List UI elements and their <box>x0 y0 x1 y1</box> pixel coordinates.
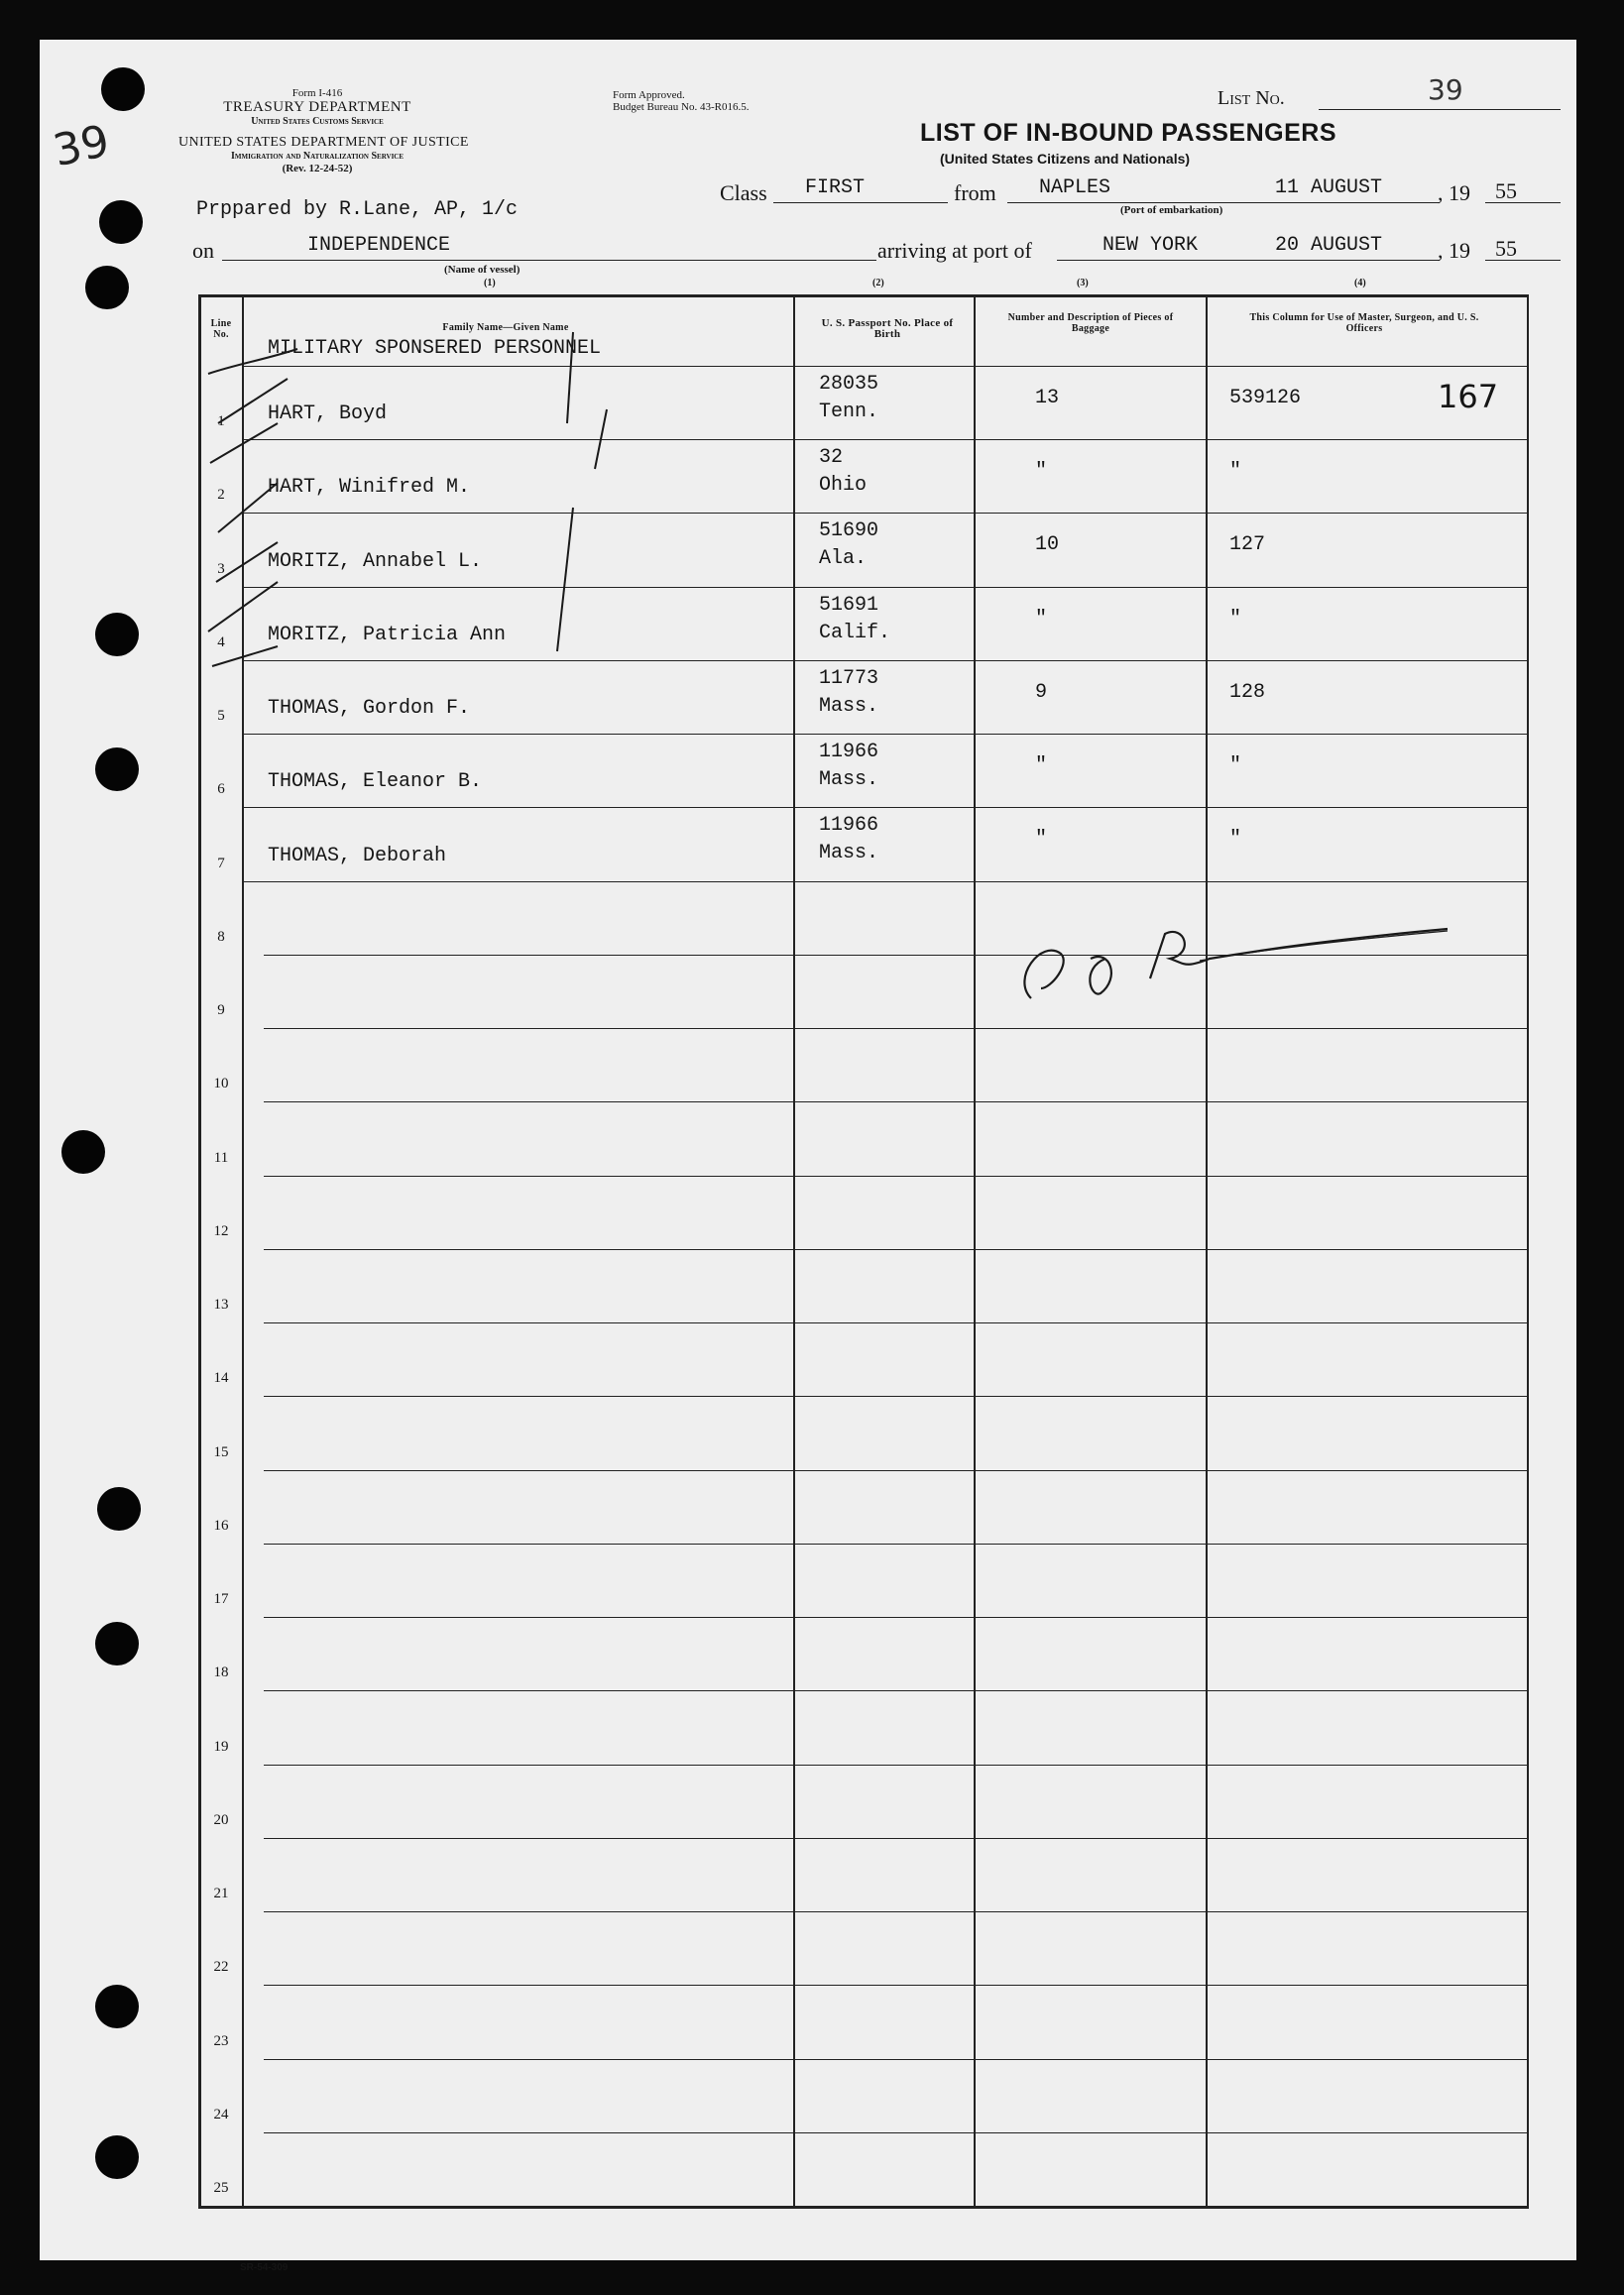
form-subtitle: (United States Citizens and Nationals) <box>940 151 1191 167</box>
officer-note: " <box>1229 460 1242 484</box>
place-of-birth: Mass. <box>819 694 879 718</box>
line-number: 3 <box>217 560 225 577</box>
line-number: 15 <box>213 1443 229 1460</box>
list-no-value: 39 <box>1428 73 1463 106</box>
line-number: 14 <box>213 1370 229 1387</box>
arrival-port: NEW YORK <box>1102 234 1199 257</box>
line-number: 19 <box>213 1738 229 1755</box>
line-number: 4 <box>217 633 225 650</box>
passport-number: 51691 <box>819 593 879 617</box>
depart-year: 55 <box>1495 178 1517 203</box>
officer-signature <box>1011 919 1527 1008</box>
officer-handwritten-number: 167 <box>1438 378 1499 415</box>
line-number: 17 <box>213 1591 229 1608</box>
passport-number: 11773 <box>819 666 879 690</box>
punch-hole <box>97 1487 141 1531</box>
port-caption: (Port of embarkation) <box>1120 204 1223 216</box>
punch-hole <box>101 67 145 111</box>
class-label: Class <box>720 180 767 205</box>
place-of-birth: Calif. <box>819 621 891 644</box>
place-of-birth: Mass. <box>819 768 879 792</box>
col-num-1: (1) <box>484 278 496 288</box>
place-of-birth: Tenn. <box>819 401 879 423</box>
header-name: Family Name—Given Name <box>442 322 569 333</box>
place-of-birth: Ala. <box>819 547 868 571</box>
line-number: 12 <box>213 1222 229 1239</box>
header-officers: This Column for Use of Master, Surgeon, and U. S. Officers <box>1249 312 1479 334</box>
line-number: 1 <box>217 413 225 430</box>
passport-number: 11966 <box>819 741 879 764</box>
prepared-by: Prppared by R.Lane, AP, 1/c <box>196 198 519 221</box>
line-number: 22 <box>213 1959 229 1976</box>
list-no-label: List No. <box>1218 87 1285 109</box>
officer-note: " <box>1229 754 1242 778</box>
line-number: 18 <box>213 1664 229 1681</box>
place-of-birth: Mass. <box>819 842 879 865</box>
line-number: 10 <box>213 1076 229 1092</box>
officer-note: " <box>1229 828 1242 852</box>
handwritten-list-number: 39 <box>49 115 114 177</box>
arrival-date: 20 AUGUST <box>1275 234 1383 257</box>
depart-date: 11 AUGUST <box>1275 176 1383 199</box>
check-marks <box>198 294 1529 2208</box>
vessel-caption: (Name of vessel) <box>444 264 521 276</box>
arrival-year: 55 <box>1495 236 1517 261</box>
officer-note: 127 <box>1229 533 1266 557</box>
officer-note: " <box>1229 607 1242 631</box>
line-number: 2 <box>217 487 225 504</box>
punch-hole <box>85 266 129 309</box>
col-num-3: (3) <box>1077 278 1089 288</box>
class-value: FIRST <box>805 176 866 199</box>
line-number: 13 <box>213 1297 229 1314</box>
form-page <box>40 40 1576 2273</box>
passenger-name: MORITZ, Annabel L. <box>268 549 483 573</box>
budget-bureau: Budget Bureau No. 43-R016.5. <box>613 101 750 113</box>
immigration-service: Immigration and Naturalization Service <box>230 151 405 162</box>
line-number: 8 <box>217 928 225 945</box>
punch-hole <box>95 1622 139 1665</box>
form-footer-code: SR-54-309 <box>240 2262 289 2273</box>
header-passport: U. S. Passport No. Place of Birth <box>821 317 954 340</box>
line-number: 16 <box>213 1517 229 1534</box>
header-baggage: Number and Description of Pieces of Baggage <box>1007 312 1174 334</box>
punch-hole <box>95 1985 139 2028</box>
line-number: 9 <box>217 1002 225 1019</box>
arrival-year-prefix: , 19 <box>1438 238 1470 263</box>
punch-hole <box>95 613 139 656</box>
from-port: NAPLES <box>1039 176 1111 199</box>
depart-year-prefix: , 19 <box>1438 180 1470 205</box>
baggage-count: 10 <box>1035 533 1060 557</box>
passenger-name: THOMAS, Eleanor B. <box>268 770 483 794</box>
col-num-2: (2) <box>872 278 884 288</box>
treasury-dept: TREASURY DEPARTMENT <box>223 99 411 115</box>
line-number: 24 <box>213 2106 229 2123</box>
baggage-count: " <box>1035 828 1048 852</box>
customs-service: United States Customs Service <box>251 116 384 127</box>
baggage-count: 9 <box>1035 680 1048 704</box>
line-number: 25 <box>213 2180 229 2196</box>
baggage-count: 13 <box>1035 387 1060 409</box>
col-num-4: (4) <box>1354 278 1366 288</box>
baggage-count: " <box>1035 460 1048 484</box>
form-number: Form I-416 <box>291 87 343 99</box>
punch-hole <box>95 2135 139 2179</box>
line-number: 5 <box>217 708 225 725</box>
revision: (Rev. 12-24-52) <box>282 163 353 174</box>
passenger-table <box>198 294 1529 2208</box>
baggage-count: " <box>1035 754 1048 778</box>
header-line-no: Line No. <box>210 318 232 340</box>
from-label: from <box>954 180 996 205</box>
punch-hole <box>95 747 139 791</box>
line-number: 11 <box>213 1149 229 1166</box>
passenger-name: HART, Winifred M. <box>268 476 471 500</box>
line-number: 6 <box>217 781 225 798</box>
passport-number: 32 <box>819 446 844 470</box>
line-number: 20 <box>213 1811 229 1828</box>
group-heading: MILITARY SPONSERED PERSONNEL <box>268 337 602 360</box>
officer-note: 128 <box>1229 680 1266 704</box>
passport-number: 11966 <box>819 814 879 838</box>
passenger-name: HART, Boyd <box>268 402 388 426</box>
line-number: 21 <box>213 1886 229 1902</box>
form-title: LIST OF IN-BOUND PASSENGERS <box>920 119 1337 147</box>
punch-hole <box>99 200 143 244</box>
place-of-birth: Ohio <box>819 474 868 498</box>
justice-dept: UNITED STATES DEPARTMENT OF JUSTICE <box>178 135 469 150</box>
line-number: 23 <box>213 2032 229 2049</box>
passenger-name: THOMAS, Gordon F. <box>268 697 471 721</box>
baggage-count: " <box>1035 607 1048 631</box>
vessel-name: INDEPENDENCE <box>307 234 451 257</box>
arriving-label: arriving at port of <box>877 238 1032 263</box>
passenger-name: THOMAS, Deborah <box>268 844 447 867</box>
form-approved: Form Approved. <box>613 89 685 101</box>
on-label: on <box>192 238 214 263</box>
passport-number: 51690 <box>819 519 879 543</box>
punch-hole <box>61 1130 105 1174</box>
passenger-name: MORITZ, Patricia Ann <box>268 623 507 646</box>
officer-note: 539126 <box>1229 387 1302 409</box>
line-number: 7 <box>217 855 225 871</box>
passport-number: 28035 <box>819 373 879 396</box>
